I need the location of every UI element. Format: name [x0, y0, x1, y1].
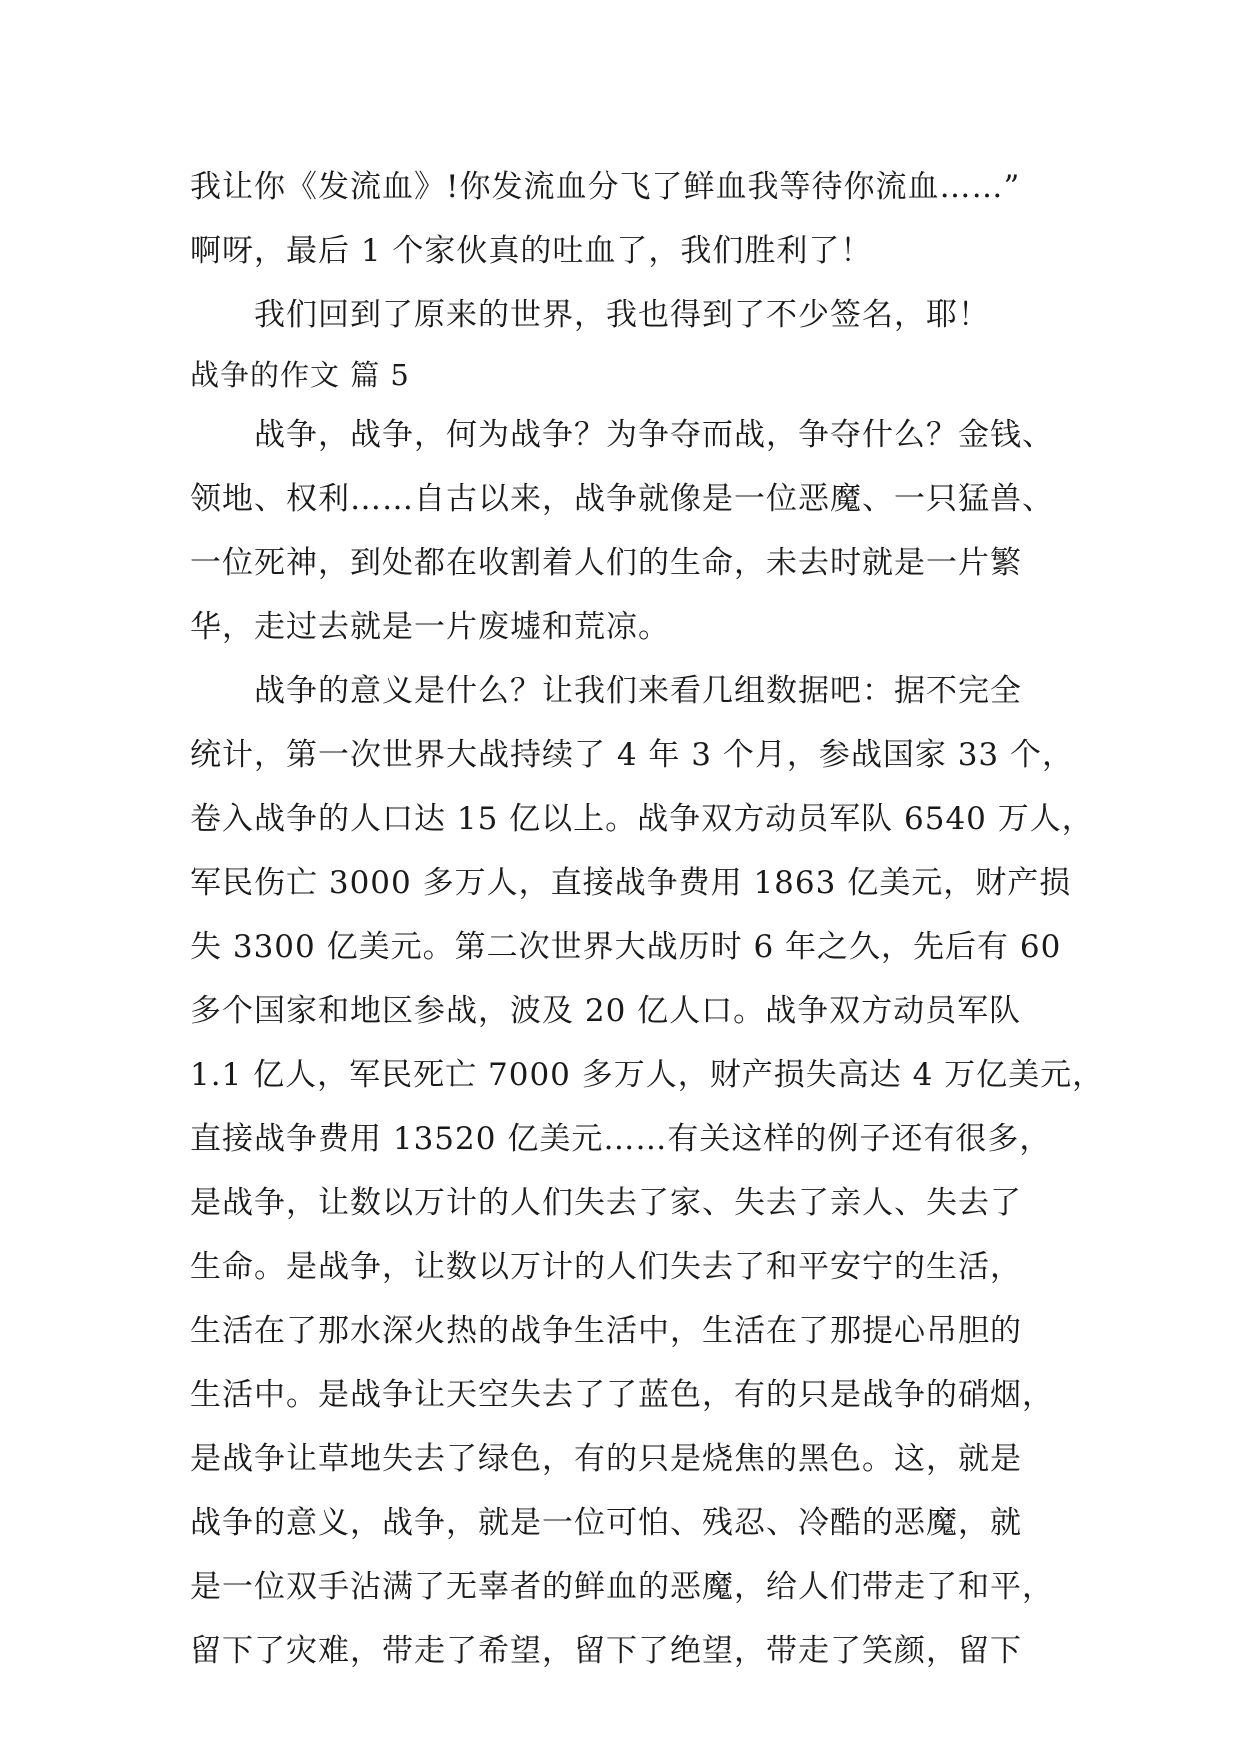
text-line: 是一位双手沾满了无辜者的鲜血的恶魔，给人们带走了和平，	[190, 1569, 1054, 1605]
text-line: 留下了灾难，带走了希望，留下了绝望，带走了笑颜，留下	[190, 1633, 1022, 1669]
text-line: 是战争让草地失去了绿色，有的只是烧焦的黑色。这，就是	[190, 1441, 1022, 1477]
text-line: 生活在了那水深火热的战争生活中，生活在了那提心吊胆的	[190, 1313, 1022, 1349]
text-line: 军民伤亡 3000 多万人，直接战争费用 1863 亿美元，财产损	[190, 865, 1072, 901]
text-line: 我让你《发流血》!你发流血分飞了鲜血我等待你流血……”	[190, 169, 1021, 205]
text-line: 1.1 亿人，军民死亡 7000 多万人，财产损失高达 4 万亿美元，	[190, 1057, 1105, 1093]
text-line: 生命。是战争，让数以万计的人们失去了和平安宁的生活，	[190, 1249, 1022, 1285]
document-body	[190, 155, 1105, 1683]
text-line: 多个国家和地区参战，波及 20 亿人口。战争双方动员军队	[190, 993, 1022, 1029]
text-line: 一位死神，到处都在收割着人们的生命，未去时就是一片繁	[190, 545, 1022, 581]
text-line: 是战争，让数以万计的人们失去了家、失去了亲人、失去了	[190, 1185, 1022, 1221]
text-line: 领地、权利……自古以来，战争就像是一位恶魔、一只猛兽、	[190, 481, 1054, 517]
paragraph-line: 我们回到了原来的世界，我也得到了不少签名，耶！	[254, 297, 990, 333]
text-line: 生活中。是战争让天空失去了了蓝色，有的只是战争的硝烟，	[190, 1377, 1054, 1413]
text-line: 失 3300 亿美元。第二次世界大战历时 6 年之久，先后有 60	[190, 929, 1062, 965]
paragraph-line: 战争，战争，何为战争？为争夺而战，争夺什么？金钱、	[254, 417, 1054, 453]
paragraph-line: 战争的意义是什么？让我们来看几组数据吧：据不完全	[254, 673, 1022, 709]
text-line: 统计，第一次世界大战持续了 4 年 3 个月，参战国家 33 个，	[190, 737, 1075, 773]
text-line: 卷入战争的人口达 15 亿以上。战争双方动员军队 6540 万人，	[190, 801, 1094, 837]
section-heading: 战争的作文 篇 5	[190, 358, 410, 392]
text-line: 直接战争费用 13520 亿美元……有关这样的例子还有很多，	[190, 1121, 1052, 1157]
text-line: 华，走过去就是一片废墟和荒凉。	[190, 609, 670, 645]
text-line: 啊呀，最后 1 个家伙真的吐血了，我们胜利了！	[190, 233, 873, 269]
text-line: 战争的意义，战争，就是一位可怕、残忍、冷酷的恶魔，就	[190, 1505, 1022, 1541]
